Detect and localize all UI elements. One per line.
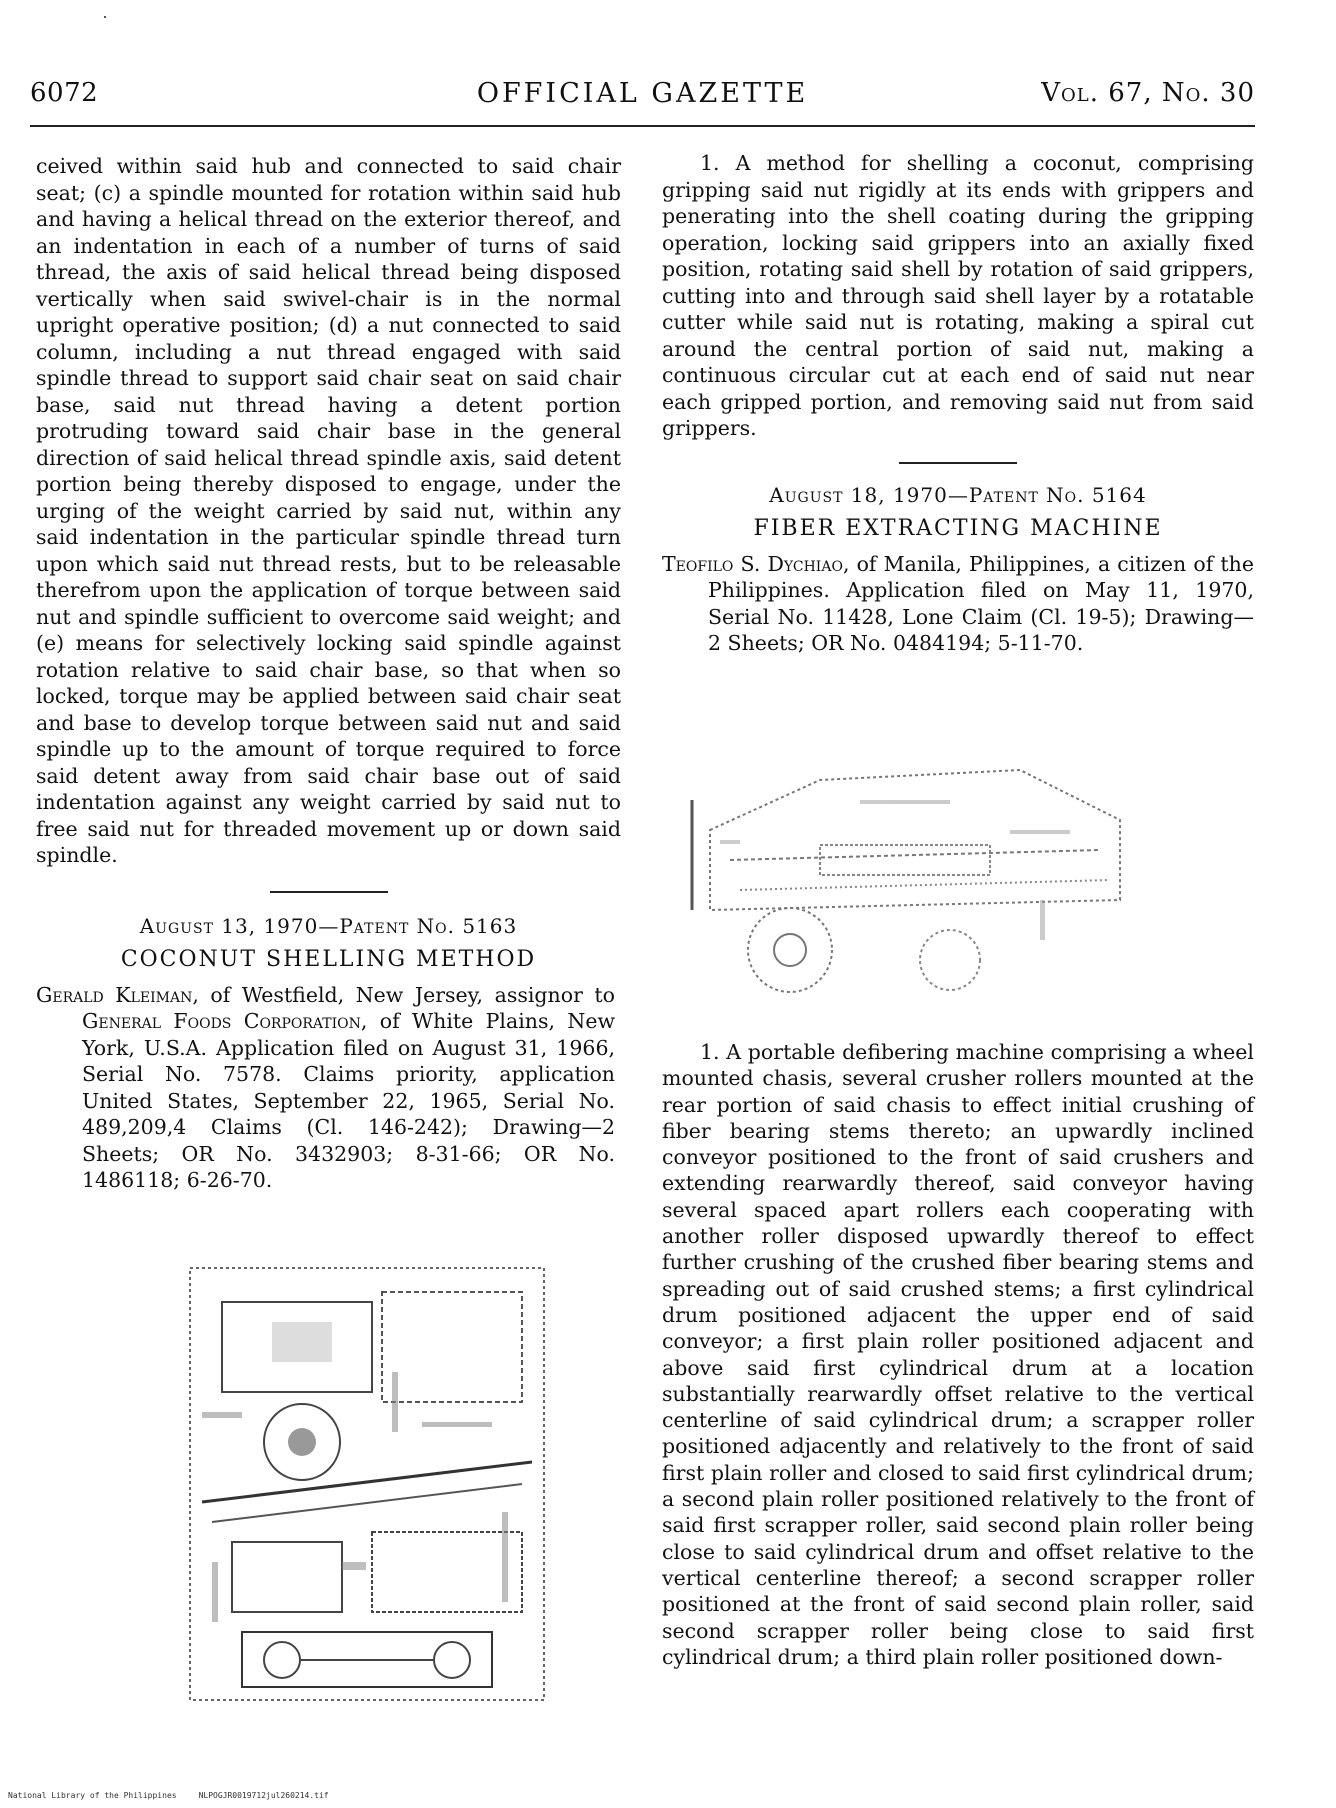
patent-details	[36, 982, 621, 1194]
application-details: , of White Plains, New York, U.S.A. Application filed on August 31, 1966, Serial No. 7578. Claims priority, application United States, September 22, 1965, Serial No. 489,209,4 Claims (Cl. 146-242); Drawing—2 Sheets; OR No. 3432903; 8-31-66; OR No. 1486118; 6-26-70.	[82, 1009, 616, 1192]
inventor-name: Gerald Kleiman	[36, 982, 193, 1007]
inventor-name: Teofilo S. Dychiao	[662, 551, 843, 576]
patent-heading: August 18, 1970—Patent No. 5164	[769, 482, 1147, 507]
left-column	[36, 153, 621, 1194]
assignee-name: General Foods Corporation	[82, 1009, 361, 1033]
patent-heading: August 13, 1970—Patent No. 5163	[139, 913, 518, 938]
coconut-shelling-drawing	[182, 1262, 552, 1707]
right-column	[662, 150, 1254, 657]
scan-speck	[104, 16, 106, 18]
scan-footer	[8, 1791, 351, 1800]
file-name: NLPOGJR0019712jul260214.tif	[198, 1791, 329, 1800]
coconut-claim-text: 1. A method for shelling a coconut, comprising gripping said nut rigidly at its ends with grippers and penerating into the shell coating during the gripping operation, locking said grippers into an axially fixed position, rotating said shell by rotation of said grippers, cutting into and through said shell layer by a rotatable cutter while said nut is rotating, making a spiral cut around the central portion of said nut, making a continuous circular cut at each end of said nut near each gripped portion, and removing said nut from said grippers.	[662, 151, 1254, 440]
page-header	[30, 78, 1255, 118]
inventor-details: , of Manila, Philippines, a citizen of the Philippines. Application filed on May 11, 1970, Serial No. 11428, Lone Claim (Cl. 19-5); Drawing—2 Sheets; OR No. 0484194; 5-11-70.	[708, 551, 1254, 655]
patent-title: COCONUT SHELLING METHOD	[120, 947, 537, 972]
library-label: National Library of the Philippines	[8, 1791, 177, 1800]
patent-title: FIBER EXTRACTING MACHINE	[753, 516, 1163, 541]
section-divider	[899, 462, 1017, 464]
fiber-machine-claim-text: 1. A portable defibering machine comprising a wheel mounted chasis, several crusher rollers mounted at the rear portion of said chasis to effect initial crushing of fiber bearing stems thereto; an upwardly inclined conveyor positioned to the front of said crushers and extending rearwardly thereof, said conveyor having several spaced apart rollers each cooperating with another roller disposed upwardly thereof to effect further crushing of the crushed fiber bearing stems and spreading out of said crushed stems; a first cylindrical drum positioned adjacent the upper end of said conveyor; a first plain roller positioned adjacent and above said first cylindrical drum at a location substantially rearwardly offset relative to the vertical centerline of said cylindrical drum; a scrapper roller positioned adjacently and relatively to the front of said first plain roller and closed to said first cylindrical drum; a second plain roller positioned relatively to the front of said first scrapper roller, said second plain roller being close to said cylindrical drum and offset relative to the vertical centerline thereof; a second scrapper roller positioned at the front of said second plain roller, said second scrapper roller being close to said first cylindrical drum; a third plain roller positioned down-	[662, 1040, 1254, 1669]
continued-claim-text: ceived within said hub and connected to said chair seat; (c) a spindle mounted for rotation within said hub and having a helical thread on the exterior thereof, and an indentation in each of a number of turns of said thread, the axis of said helical thread being disposed vertically when said swivel-chair is in the normal upright operative position; (d) a nut connected to said column, including a nut thread engaged with said spindle thread to support said chair seat on said chair base, said nut thread having a detent portion protruding toward said chair base in the general direction of said helical thread spindle axis, said detent portion being thereby disposed to engage, under the urging of the weight carried by said nut, within any said indentation in the particular spindle thread turn upon which said nut thread rests, but to be releasable therefrom upon the application of torque between said nut and spindle sufficient to overcome said weight; and (e) means for selectively locking said spindle against rotation relative to said chair base, so that when so locked, torque may be applied between said chair seat and base to develop torque between said nut and said spindle up to the amount of torque required to force said detent away from said chair base out of said indentation against any weight carried by said nut to free said nut for threaded movement up or down said spindle.	[36, 154, 621, 867]
fiber-extracting-machine-drawing	[680, 740, 1150, 1020]
header-rule	[30, 125, 1255, 127]
section-divider	[270, 891, 388, 893]
volume-number: Vol. 67, No. 30	[1041, 78, 1255, 108]
page-number: 6072	[30, 78, 99, 108]
fiber-claim-block	[662, 1039, 1254, 1670]
assignment-text: , of Westfield, New Jersey, assignor to	[192, 982, 616, 1007]
patent-details	[662, 551, 1254, 657]
publication-title: OFFICIAL GAZETTE	[476, 78, 809, 109]
